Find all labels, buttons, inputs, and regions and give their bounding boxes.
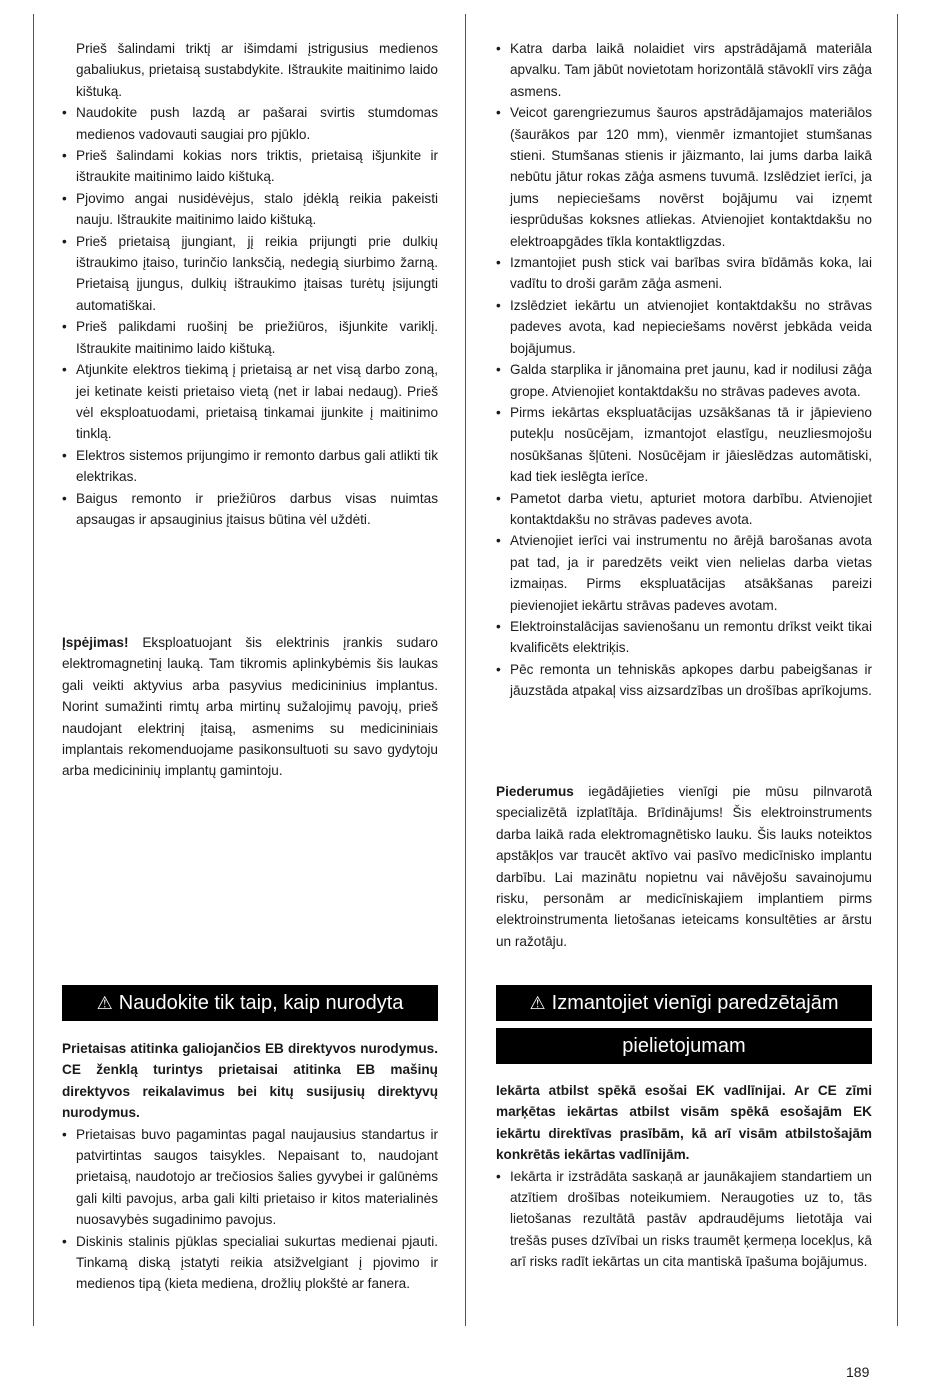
list-item: • Pēc remonta un tehniskās apkopes darbu pabeigšanas ir jāuzstāda atpakaļ viss aizsardzības un drošības aprīkojums. [496, 659, 872, 702]
list-item: • Pametot darba vietu, apturiet motora darbību. Atvienojiet kontaktdakšu no strāvas padeves avota. [496, 488, 872, 531]
list-item: • Prieš palikdami ruošinį be priežiūros, išjunkite variklį. Ištraukite maitinimo laido kištuką. [62, 316, 438, 359]
intended-use-list-lt [62, 1124, 438, 1295]
list-item: • Prieš prietaisą įjungiant, jį reikia prijungti prie dulkių ištraukimo įtaiso, turinčio lanksčią, nedegią siurbimo žarną. Prietaisą įjungus, dulkių ištraukimo įtaisas turėtų įsijungti automatiškai. [62, 231, 438, 317]
list-item: • Diskinis stalinis pjūklas specialiai sukurtas medienai pjauti. Tinkamą diską įstatyti reikia atsižvelgiant į pjovimo ir medienos tipą (kieta mediena, drožlių plokštė ar fanera. [62, 1231, 438, 1295]
column-rule-center [465, 14, 466, 1326]
intro-continuation: Prieš šalindami triktį ar išimdami įstrigusius medienos gabaliukus, prietaisą sustabdykite. Ištraukite maitinimo laido kištuką. [76, 41, 438, 99]
safety-list-right [496, 38, 872, 702]
conformity-statement: Iekārta atbilst spēkā esošai EK vadlīnijai. Ar CE zīmi marķētas iekārtas atbilst visām spēkā esošajām EK iekārtu direktīvas prasībām, kā arī visām atbilstošajām konkrētās iekārtas vadlīnijām. [496, 1083, 872, 1163]
list-item: • Elektroinstalācijas savienošanu un remontu drīkst veikt tikai kvalificēts elektriķis. [496, 616, 872, 659]
list-item: • Naudokite push lazdą ar pašarai svirtis stumdomas medienos vadovauti saugiai pro pjūklo. [62, 102, 438, 145]
accessories-text: iegādājieties vienīgi pie mūsu pilnvarotā specializētā izplatītāja. Brīdinājums! Šis elektroinstruments darba laikā rada elektromagnētisko lauku. Šis lauks noteiktos apstākļos var traucēt aktīvo vai pasīvo medicīnisko implantu darbību. Lai mazinātu nopietnu vai nāvējošu savainojumu risku, personām ar medicīniskajiem implantiem pirms elektroinstrumenta lietošanas ieteicams konsultēties ar ārstu un ražotāju. [496, 784, 872, 949]
list-item: • Elektros sistemos prijungimo ir remonto darbus gali atlikti tik elektrikas. [62, 445, 438, 488]
page-number: 189 [846, 1364, 870, 1380]
intended-use-body-lv [496, 1080, 872, 1273]
warning-text: Eksploatuojant šis elektrinis įrankis sudaro elektromagnetinį lauką. Tam tikromis aplinkybėmis šis laukas gali veikti aktyvius arba pasyvius medicininius implantus. Norint sumažinti rimtų arba mirtinų sužalojimų pavojų, prieš naudojant elektrinį įtaisą, asmenims su medicininiais implantais rekomenduojame pasikonsultuoti su savo gydytoju arba medicininių implantų gamintoju. [62, 635, 438, 779]
section-header-intended-use-lt [62, 985, 438, 1021]
warning-triangle-icon: ⚠ [96, 993, 113, 1013]
list-item: • Veicot garengriezumus šauros apstrādājamajos materiālos (šaurākos par 120 mm), vienmēr izmantojiet stumšanas stieni. Stumšanas stienis ir jāizmanto, lai jums darba laikā nebūtu jātur rokas zāģa asmens tuvumā. Izslēdziet ierīci, ja jums nepieciešams novērst bojājumu vai izņemt iesprūdušas koksnes atliekas. Atvienojiet kontaktdakšu no elektroapgādes tīkla kontaktligzdas. [496, 102, 872, 252]
safety-list-left [62, 102, 438, 530]
intended-use-list-lv [496, 1166, 872, 1273]
left-column [62, 38, 438, 530]
section-title-line-1: Izmantojiet vienīgi paredzētajām [551, 992, 839, 1014]
warning-label: Įspėjimas! [62, 635, 129, 650]
accessories-paragraph [496, 781, 872, 952]
section-header-intended-use-lv [496, 985, 872, 1021]
list-item: • Izmantojiet push stick vai barības svira bīdāmās koka, lai vadītu to droši garām zāģa asmeni. [496, 252, 872, 295]
list-item: • Galda starplika ir jānomaina pret jaunu, kad ir nodilusi zāģa grope. Atvienojiet kontaktdakšu no strāvas padeves avota. [496, 359, 872, 402]
section-title-line-2: pielietojumam [622, 1035, 746, 1057]
warning-triangle-icon: ⚠ [529, 993, 546, 1013]
list-item: • Atvienojiet ierīci vai instrumentu no ārējā barošanas avota pat tad, ja ir paredzēts veikt vien nelielas darba vietas izmaiņas. Pirms ekspluatācijas atsākšanas pareizi pievienojiet iekārtu strāvas padeves avotam. [496, 530, 872, 616]
section-title: Naudokite tik taip, kaip nurodyta [118, 992, 404, 1014]
list-item: • Pirms iekārtas ekspluatācijas uzsākšanas tā ir jāpievieno putekļu nosūcējam, izmantojot elastīgu, neuzliesmojošu nosūkšanas šļūteni. Nosūcējam ir jāieslēdzas automātiski, kad tiek ieslēgta ierīce. [496, 402, 872, 488]
conformity-statement: Prietaisas atitinka galiojančios EB direktyvos nurodymus. CE ženklą turintys prietaisai atitinka EB mašinų direktyvos reikalavimus bei kitų susijusių direktyvų nurodymus. [62, 1041, 438, 1121]
list-item: • Iekārta ir izstrādāta saskaņā ar jaunākajiem standartiem un atzītiem drošības noteikumiem. Neraugoties uz to, tās lietošanas rezultātā pastāv apdraudējums lietotāja vai trešās puses dzīvībai un risks traumēt ķermeņa locekļus, kā arī risks radīt iekārtas un cita mantiskā īpašuma bojājumus. [496, 1166, 872, 1273]
list-item: • Prieš šalindami kokias nors triktis, prietaisą išjunkite ir ištraukite maitinimo laido kištuką. [62, 145, 438, 188]
intended-use-body-lt [62, 1038, 438, 1295]
column-rule-left [33, 14, 34, 1326]
list-item: • Prietaisas buvo pagamintas pagal naujausius standartus ir patvirtintas saugos taisykles. Nepaisant to, naudojant prietaisą, naudotojo ar trečiosios šalies gyvybei ir galūnėms gali kilti pavojus, arba gali kilti prietaiso ir kitos materialinės nuosavybės sugadinimo pavojus. [62, 1124, 438, 1231]
column-rule-right [897, 14, 898, 1326]
list-item: • Pjovimo angai nusidėvėjus, stalo įdėklą reikia pakeisti nauju. Ištraukite maitinimo laido kištuką. [62, 188, 438, 231]
right-column [496, 38, 872, 702]
emf-warning-paragraph [62, 632, 438, 782]
list-item: • Izslēdziet iekārtu un atvienojiet kontaktdakšu no strāvas padeves avota, kad nepieciešams novērst jebkāda veida bojājumus. [496, 295, 872, 359]
list-item: • Katra darba laikā nolaidiet virs apstrādājamā materiāla apvalku. Tam jābūt novietotam horizontālā stāvoklī virs zāģa asmens. [496, 38, 872, 102]
list-item: • Baigus remonto ir priežiūros darbus visas nuimtas apsaugas ir apsauginius įtaisus būtina vėl uždėti. [62, 488, 438, 531]
section-header-intended-use-lv-line2 [496, 1028, 872, 1064]
accessories-label: Piederumus [496, 784, 574, 799]
list-item: • Atjunkite elektros tiekimą į prietaisą ar net visą darbo zoną, jei ketinate keisti prietaiso vietą (net ir labai nedaug). Prieš vėl eksploatuodami, prietaisą tinkamai įjunkite į maitinimo tinklą. [62, 359, 438, 445]
